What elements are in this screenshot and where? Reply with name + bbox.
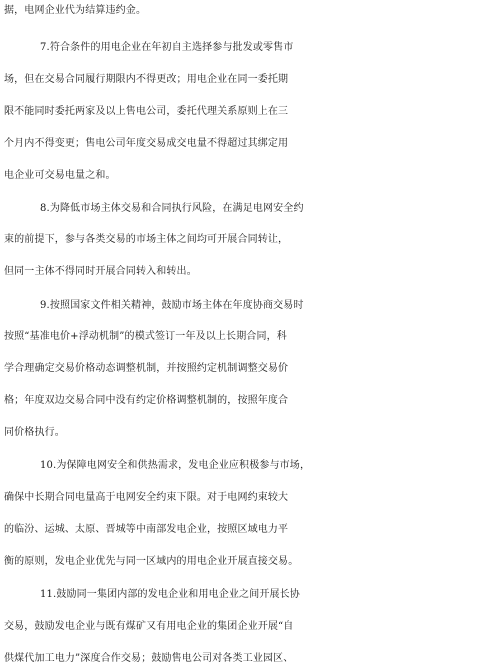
text-line-3: 场，但在交易合同履行期限内不得更改；用电企业在同一委托期 xyxy=(4,74,289,85)
text-line-5: 个月内不得变更；售电公司年度交易成交电量不得超过其绑定用 xyxy=(4,138,289,149)
text-line-18: 衡的原则，发电企业优先与同一区域内的用电企业开展直接交易。 xyxy=(4,556,299,567)
text-line-19: 11.鼓励同一集团内部的发电企业和用电企业之间开展长协 xyxy=(40,589,300,600)
text-line-1: 据，电网企业代为结算违约金。 xyxy=(4,5,147,16)
text-line-8: 束的前提下，参与各类交易的市场主体之间均可开展合同转让， xyxy=(4,234,289,245)
text-line-2: 7.符合条件的用电企业在年初自主选择参与批发或零售市 xyxy=(40,42,294,53)
text-line-21: 供煤代加工电力”深度合作交易；鼓励售电公司对各类工业园区、 xyxy=(4,653,294,664)
text-line-14: 同价格执行。 xyxy=(4,427,65,438)
text-line-16: 确保中长期合同电量高于电网安全约束下限。对于电网约束较大 xyxy=(4,492,289,503)
text-line-6: 电企业可交易电量之和。 xyxy=(4,170,116,181)
text-line-7: 8.为降低市场主体交易和合同执行风险，在满足电网安全约 xyxy=(40,203,304,214)
text-line-4: 限不能同时委托两家及以上售电公司，委托代理关系原则上在三 xyxy=(4,106,289,117)
text-line-11: 按照“基准电价+浮动机制”的模式签订一年及以上长期合同，科 xyxy=(4,331,287,342)
text-line-12: 学合理确定交易价格动态调整机制，并按照约定机制调整交易价 xyxy=(4,363,289,374)
text-line-17: 的临汾、运城、太原、晋城等中南部发电企业，按照区域电力平 xyxy=(4,524,289,535)
text-line-15: 10.为保障电网安全和供热需求，发电企业应积极参与市场， xyxy=(40,460,311,471)
text-line-20: 交易，鼓励发电企业与既有煤矿又有用电企业的集团企业开展“自 xyxy=(4,621,294,632)
text-line-13: 格；年度双边交易合同中没有约定价格调整机制的，按照年度合 xyxy=(4,395,289,406)
text-line-9: 但同一主体不得同时开展合同转入和转出。 xyxy=(4,266,197,277)
text-line-10: 9.按照国家文件相关精神，鼓励市场主体在年度协商交易时 xyxy=(40,300,304,311)
